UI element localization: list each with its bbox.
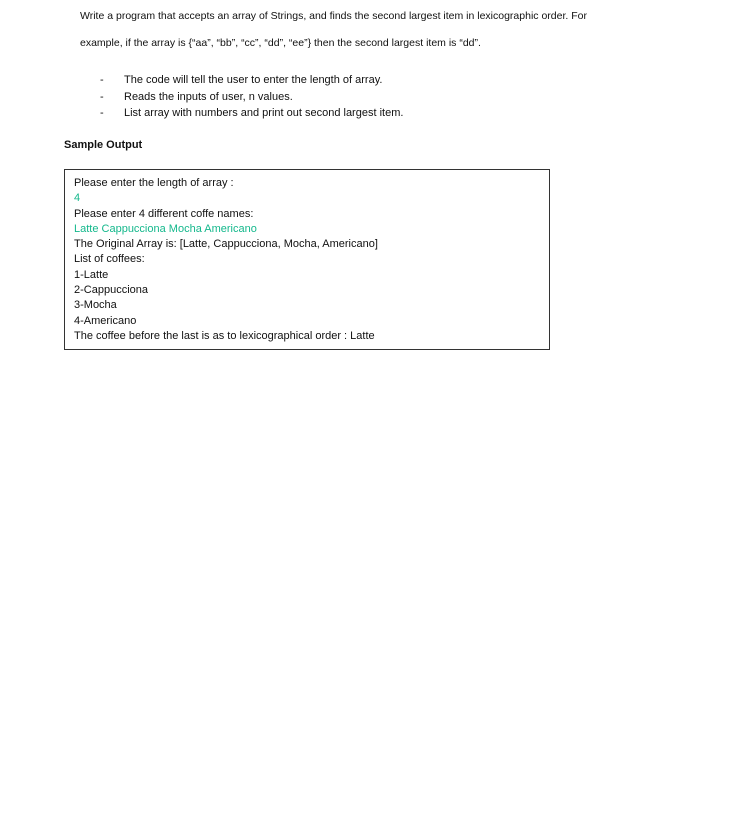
- output-original-array: The Original Array is: [Latte, Cappucciona, Mocha, Americano]: [74, 238, 378, 251]
- output-list-heading: List of coffees:: [74, 253, 145, 266]
- output-list-item: 4-Americano: [74, 314, 137, 327]
- requirement-item: [100, 105, 403, 122]
- output-list-item: 3-Mocha: [74, 299, 117, 312]
- requirement-text: Reads the inputs of user, n values.: [124, 90, 293, 103]
- output-prompt-length: Please enter the length of array :: [74, 177, 234, 189]
- requirement-item: [100, 89, 403, 106]
- sample-output-heading: Sample Output: [64, 139, 143, 151]
- output-result: The coffee before the last is as to lexicographical order : Latte: [74, 329, 375, 342]
- requirement-text: List array with numbers and print out second largest item.: [124, 107, 404, 119]
- sample-output-box: [64, 169, 550, 350]
- requirement-item: [100, 72, 403, 89]
- requirement-text: The code will tell the user to enter the length of array.: [124, 74, 383, 86]
- requirements-list: [100, 72, 403, 122]
- output-user-input-names: Latte Cappucciona Mocha Americano: [74, 222, 257, 235]
- output-list-item: 1-Latte: [74, 268, 109, 281]
- output-prompt-names: Please enter 4 different coffe names:: [74, 207, 254, 220]
- problem-statement-line-2: example, if the array is {“aa”, “bb”, “cc”, “dd”, “ee”} then the second largest item is “dd”.: [80, 37, 481, 49]
- output-user-input-length: 4: [74, 192, 81, 205]
- bullet-dash: -: [100, 107, 104, 119]
- output-list-item: 2-Cappucciona: [74, 284, 148, 297]
- problem-statement-line-1: Write a program that accepts an array of Strings, and finds the second largest item in lexicographic order. For: [80, 10, 587, 22]
- bullet-dash: -: [100, 90, 104, 103]
- bullet-dash: -: [100, 74, 104, 86]
